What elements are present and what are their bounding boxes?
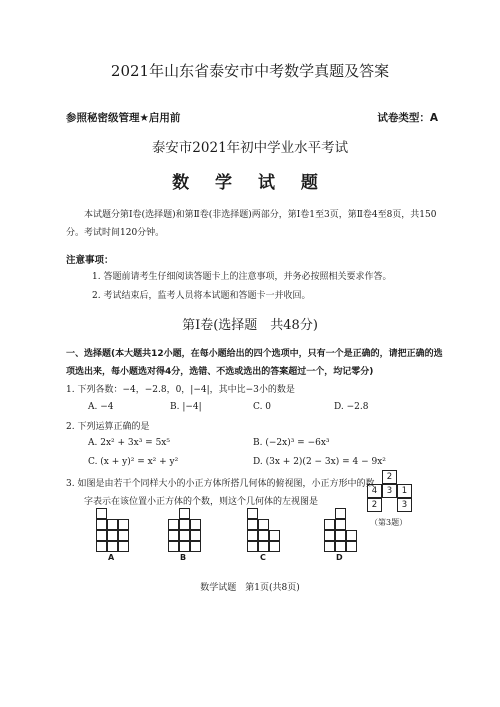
option-d-figure (324, 508, 368, 552)
view-square (107, 541, 118, 552)
question-1-stem: 1. 下列各数：−4，−2.8，0，|−4|，其中比−3小的数是 (66, 385, 295, 395)
figure-caption: （第3题） (370, 518, 408, 527)
option-b-label: B (180, 553, 187, 562)
view-square (96, 508, 107, 519)
confidentiality-label: 参照秘密级管理★启用前 (66, 112, 181, 124)
view-square (247, 530, 258, 541)
option-a-label: A (108, 553, 115, 562)
view-square (107, 530, 118, 541)
option-c-label: C (260, 553, 266, 562)
q2-option-d: D. (3x + 2)(2 − 3x) = 4 − 9x² (253, 457, 386, 467)
document-title: 2021年山东省泰安市中考数学真题及答案 (110, 62, 390, 80)
view-square (269, 541, 280, 552)
view-square (324, 519, 335, 530)
exam-name: 泰安市2021年初中学业水平考试 (151, 140, 349, 156)
q2-option-b: B. (−2x)³ = −6x³ (253, 438, 330, 448)
page-footer: 数学试题 第1页(共8页) (200, 583, 300, 593)
top-view-cell: 3 (382, 484, 397, 498)
question-3-stem-line2: 字表示在该位置小正方体的个数，则这个几何体的左视图是 (84, 497, 319, 507)
view-square (179, 519, 190, 530)
view-square (335, 519, 346, 530)
q1-option-b: B. |−4| (170, 402, 202, 412)
q2-option-a: A. 2x² + 3x³ = 5x⁵ (88, 438, 170, 448)
q1-option-c: C. 0 (253, 402, 272, 412)
view-square (346, 541, 357, 552)
view-square (118, 541, 129, 552)
subject-title: 数 学 试 题 (172, 173, 328, 193)
view-square (190, 519, 201, 530)
view-square (258, 530, 269, 541)
top-view-cell: 4 (367, 484, 382, 498)
intro-paragraph: 本试题分第Ⅰ卷(选择题)和第Ⅱ卷(非选择题)两部分，第Ⅰ卷1至3页，第Ⅱ卷4至8页，共150分。考试时间120分钟。 (66, 210, 437, 238)
top-view-cell: 1 (397, 484, 412, 498)
notes-heading: 注意事项： (66, 255, 114, 266)
view-square (107, 519, 118, 530)
top-view-cell: 3 (397, 498, 412, 512)
option-b-figure (168, 508, 212, 552)
view-square (118, 519, 129, 530)
view-square (335, 541, 346, 552)
top-view-cell: 2 (382, 470, 397, 484)
paper-type-label: 试卷类型：A (377, 112, 438, 124)
option-d-label: D (336, 553, 343, 562)
view-square (96, 541, 107, 552)
view-square (179, 541, 190, 552)
part-heading: 一、选择题(本大题共12小题，在每小题给出的四个选项中，只有一个是正确的，请把正确的选项选出来，每小题选对得4分，选错、不选或选出的答案超过一个，均记零分) (66, 349, 443, 377)
section-title: 第Ⅰ卷(选择题 共48分) (182, 318, 318, 333)
view-square (269, 530, 280, 541)
view-square (179, 530, 190, 541)
header-meta-row (66, 110, 438, 125)
view-square (168, 541, 179, 552)
top-view-figure (367, 470, 417, 514)
note-item: 1. 答题前请考生仔细阅读答题卡上的注意事项，并务必按照相关要求作答。 (92, 272, 392, 282)
view-square (258, 519, 269, 530)
option-c-figure (247, 508, 291, 552)
option-a-figure (96, 508, 140, 552)
view-square (190, 541, 201, 552)
view-square (258, 541, 269, 552)
view-square (247, 541, 258, 552)
view-square (247, 508, 258, 519)
question-2-stem: 2. 下列运算正确的是 (66, 422, 150, 432)
view-square (168, 530, 179, 541)
view-square (168, 519, 179, 530)
top-view-cell: 2 (367, 498, 382, 512)
view-square (179, 508, 190, 519)
question-3-stem-line1: 3. 如图是由若干个同样大小的小正方体所搭几何体的俯视图，小正方形中的数 (66, 479, 375, 489)
view-square (324, 530, 335, 541)
q1-option-d: D. −2.8 (334, 402, 369, 412)
view-square (335, 530, 346, 541)
q2-option-c: C. (x + y)² = x² + y² (88, 457, 179, 467)
view-square (324, 541, 335, 552)
view-square (190, 530, 201, 541)
q1-option-a: A. −4 (88, 402, 114, 412)
view-square (247, 519, 258, 530)
view-square (118, 530, 129, 541)
note-item: 2. 考试结束后，监考人员将本试题和答题卡一并收回。 (92, 291, 311, 301)
view-square (346, 530, 357, 541)
view-square (96, 530, 107, 541)
view-square (96, 519, 107, 530)
view-square (335, 508, 346, 519)
